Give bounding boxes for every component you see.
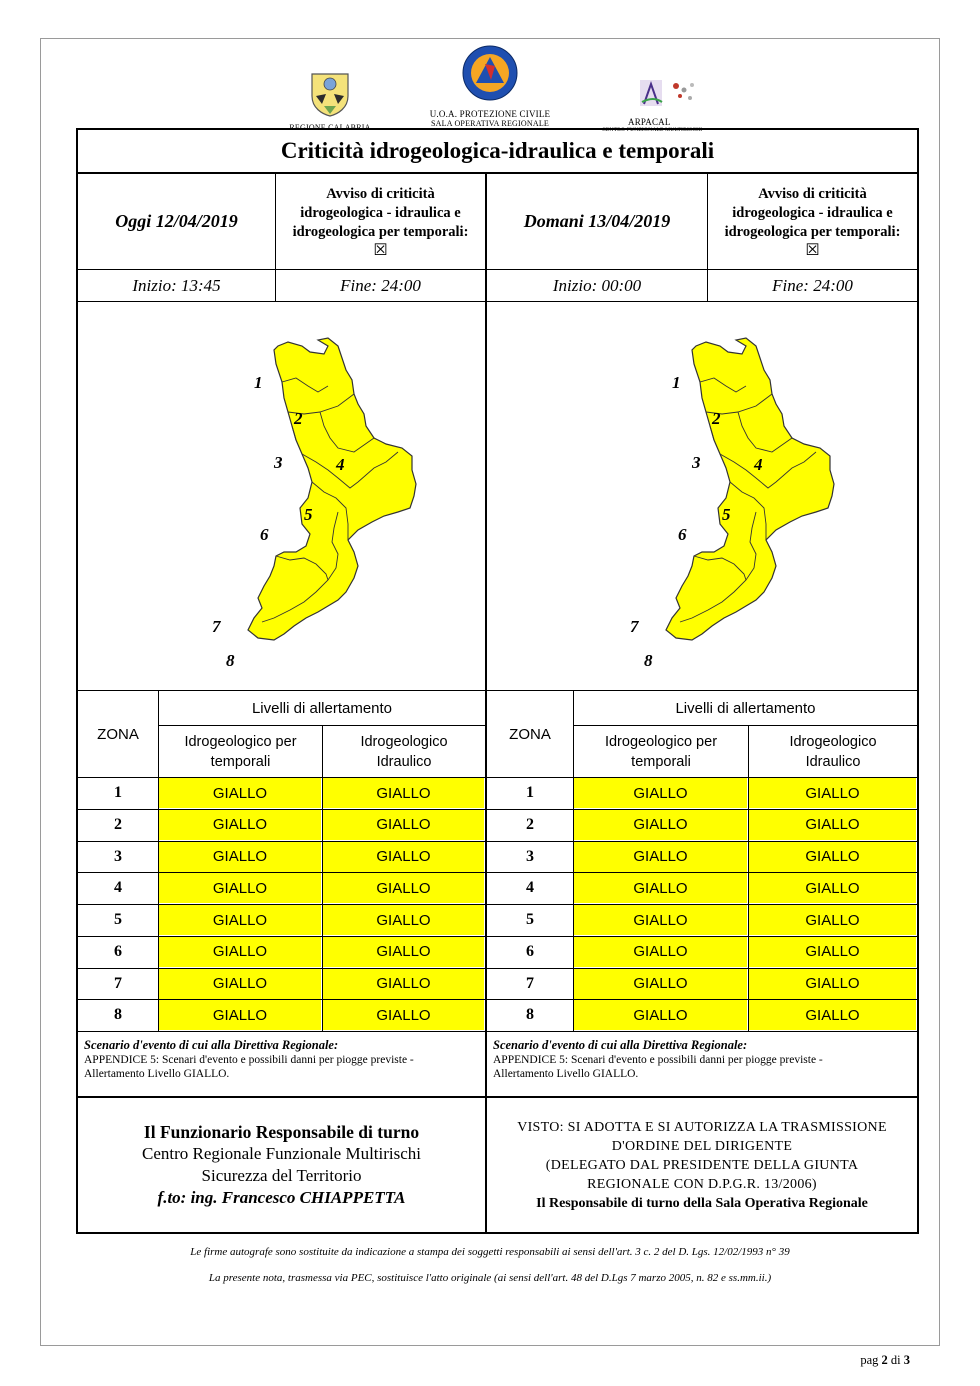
col-idraulico-header-line1: Idrogeologico <box>789 733 877 750</box>
page-number <box>860 1353 910 1368</box>
visto-line1: VISTO: SI ADOTTA E SI AUTORIZZA LA TRASMISSIONE <box>517 1119 887 1135</box>
map-zone-label: 1 <box>254 373 263 392</box>
scenario-line1: APPENDICE 5: Scenari d'evento e possibili danni per piogge previste - <box>84 1054 414 1066</box>
today-alert-table <box>78 691 485 1031</box>
today-inizio: Inizio: 13:45 <box>132 275 221 295</box>
level-idraulico: GIALLO <box>323 810 484 840</box>
col-idraulico-header-line1: Idrogeologico <box>360 733 448 750</box>
level-idraulico: GIALLO <box>323 905 484 935</box>
regione-calabria-label: REGIONE CALABRIA <box>289 123 371 132</box>
map-zone-label: 1 <box>672 373 681 392</box>
signature-name: f.to: ing. Francesco CHIAPPETTA <box>157 1188 406 1207</box>
signature-centro: Centro Regionale Funzionale Multirischi <box>141 1144 422 1163</box>
level-idraulico: GIALLO <box>749 778 916 808</box>
map-zone-label: 6 <box>260 525 269 544</box>
col-idraulico-header-line2: Idraulico <box>376 753 432 770</box>
zone-number: 3 <box>526 847 534 865</box>
avviso-line-3: idrogeologica per temporali: <box>724 223 901 240</box>
level-temporali: GIALLO <box>574 810 747 840</box>
arpacal-sublabel: CENTRO FUNZIONALE MULTIRISCHI <box>602 127 703 133</box>
avviso-line-2: idrogeologica - idraulica e <box>300 204 461 221</box>
bulletin-title: Criticità idrogeologica-idraulica e temporali <box>78 130 917 174</box>
zona-header: ZONA <box>97 725 139 743</box>
zone-number: 4 <box>526 879 534 897</box>
col-idraulico-header <box>323 726 485 777</box>
signature-title: Il Funzionario Responsabile di turno <box>143 1122 420 1142</box>
map-zone-label: 5 <box>304 505 313 524</box>
level-idraulico: GIALLO <box>749 937 916 967</box>
level-temporali: GIALLO <box>159 778 321 808</box>
zone-number: 5 <box>526 911 534 928</box>
protezione-civile-emblem-icon <box>461 44 519 102</box>
today-date: Oggi 12/04/2019 <box>115 211 238 231</box>
level-idraulico: GIALLO <box>323 1000 484 1030</box>
today-fine: Fine: 24:00 <box>340 275 421 295</box>
tomorrow-avviso <box>708 174 917 269</box>
avviso-line-2: idrogeologica - idraulica e <box>732 204 893 221</box>
scenario-line1: APPENDICE 5: Scenari d'evento e possibili danni per piogge previste - <box>493 1054 823 1066</box>
zone-number: 4 <box>114 879 122 897</box>
tomorrow-fine: Fine: 24:00 <box>772 275 853 295</box>
tomorrow-map <box>487 302 917 690</box>
map-zone-label: 3 <box>692 453 701 472</box>
level-idraulico: GIALLO <box>323 937 484 967</box>
level-temporali: GIALLO <box>159 905 321 935</box>
avviso-checkbox-icon: ☒ <box>373 241 388 259</box>
level-idraulico: GIALLO <box>749 842 916 872</box>
tomorrow-scenario <box>487 1032 917 1096</box>
calabria-map-today <box>78 302 485 690</box>
level-temporali: GIALLO <box>159 1000 321 1030</box>
zone-number: 7 <box>114 974 122 992</box>
signature-visto <box>487 1098 917 1232</box>
zone-number: 1 <box>526 784 534 801</box>
page-current: 2 <box>881 1353 888 1367</box>
page-of: di <box>890 1353 901 1367</box>
map-zone-label: 6 <box>678 525 687 544</box>
footnote-pec: La presente nota, trasmessa via PEC, sostituisce l'atto originale (ai sensi dell'art. 48 del D.Lgs 7 marzo 2005, n. 82 e ss.mm.ii.) <box>208 1272 772 1284</box>
avviso-line-3: idrogeologica per temporali: <box>292 223 469 240</box>
today-scenario <box>78 1032 485 1096</box>
signature-sicurezza: Sicurezza del Territorio <box>201 1166 362 1185</box>
level-temporali: GIALLO <box>574 969 747 999</box>
regione-calabria-logo <box>280 70 380 132</box>
zone-number: 1 <box>114 784 122 801</box>
level-idraulico: GIALLO <box>323 842 484 872</box>
zone-number: 3 <box>114 847 122 865</box>
calabria-zones-group <box>248 338 416 640</box>
level-idraulico: GIALLO <box>323 873 484 903</box>
scenario-heading: Scenario d'evento di cui alla Direttiva Regionale: <box>84 1038 339 1052</box>
col-temporali-header <box>574 726 748 777</box>
calabria-outline <box>666 338 834 640</box>
col-idraulico-header-line2: Idraulico <box>805 753 861 770</box>
calabria-zones-group <box>666 338 834 640</box>
avviso-checkbox-icon: ☒ <box>805 241 820 259</box>
scenario-line2: Allertamento Livello GIALLO. <box>84 1068 230 1080</box>
visto-line3: (DELEGATO DAL PRESIDENTE DELLA GIUNTA <box>545 1157 859 1173</box>
levels-header: Livelli di allertamento <box>251 699 393 717</box>
level-idraulico: GIALLO <box>323 778 484 808</box>
arpacal-emblem-icon <box>606 76 706 112</box>
zone-number: 2 <box>114 815 122 833</box>
level-temporali: GIALLO <box>574 937 747 967</box>
avviso-line-1: Avviso di criticità <box>758 185 867 202</box>
col-temporali-header <box>159 726 322 777</box>
zone-number: 5 <box>114 911 122 928</box>
level-temporali: GIALLO <box>159 937 321 967</box>
calabria-emblem-icon <box>308 70 352 118</box>
map-zone-label: 2 <box>712 409 721 428</box>
col-temporali-header-line2: temporali <box>631 753 691 770</box>
footnote-firme: Le firme autografe sono sostituite da indicazione a stampa dei soggetti responsabili ai sensi dell'art. 3 c. 2 del D. Lgs. 12/02/1993 n° 39 <box>190 1246 790 1258</box>
level-idraulico: GIALLO <box>749 810 916 840</box>
level-temporali: GIALLO <box>159 842 321 872</box>
arpacal-logo <box>596 76 716 133</box>
zone-number: 6 <box>526 942 534 960</box>
map-zone-label: 2 <box>294 409 303 428</box>
scenario-heading: Scenario d'evento di cui alla Direttiva Regionale: <box>493 1038 748 1052</box>
level-temporali: GIALLO <box>159 873 321 903</box>
calabria-outline <box>248 338 416 640</box>
uoa-protezione-civile-label: U.O.A. PROTEZIONE CIVILE <box>429 109 551 119</box>
avviso-line-1: Avviso di criticità <box>326 185 435 202</box>
page-label: pag <box>860 1353 879 1367</box>
col-temporali-header-line1: Idrogeologico per <box>184 733 297 750</box>
today-map <box>78 302 485 690</box>
zone-number: 2 <box>526 815 534 833</box>
zona-header: ZONA <box>509 725 551 743</box>
tomorrow-alert-table <box>487 691 917 1031</box>
map-zone-label: 7 <box>212 617 221 636</box>
level-temporali: GIALLO <box>574 905 747 935</box>
level-temporali: GIALLO <box>574 842 747 872</box>
map-zone-label: 8 <box>644 651 653 670</box>
protezione-civile-logo <box>405 44 575 128</box>
map-zone-label: 3 <box>274 453 283 472</box>
map-zone-label: 4 <box>336 455 345 474</box>
col-idraulico-header <box>749 726 917 777</box>
level-temporali: GIALLO <box>574 1000 747 1030</box>
zone-number: 7 <box>526 974 534 992</box>
sala-operativa-label: SALA OPERATIVA REGIONALE <box>431 119 549 128</box>
scenario-line2: Allertamento Livello GIALLO. <box>493 1068 639 1080</box>
map-zone-label: 7 <box>630 617 639 636</box>
map-zone-label: 8 <box>226 651 235 670</box>
level-temporali: GIALLO <box>159 969 321 999</box>
map-zone-label: 4 <box>754 455 763 474</box>
level-temporali: GIALLO <box>574 778 747 808</box>
zone-number: 8 <box>526 1006 534 1024</box>
zone-number: 8 <box>114 1006 122 1024</box>
levels-header: Livelli di allertamento <box>675 699 816 717</box>
page-total: 3 <box>903 1353 910 1367</box>
level-temporali: GIALLO <box>159 810 321 840</box>
visto-line4: REGIONALE CON D.P.G.R. 13/2006) <box>587 1176 817 1192</box>
tomorrow-date: Domani 13/04/2019 <box>523 211 671 231</box>
level-idraulico: GIALLO <box>749 969 916 999</box>
map-zone-label: 5 <box>722 505 731 524</box>
tomorrow-inizio: Inizio: 00:00 <box>552 275 642 295</box>
level-temporali: GIALLO <box>574 873 747 903</box>
today-avviso <box>276 174 485 269</box>
visto-line2: D'ORDINE DEL DIRIGENTE <box>611 1138 793 1154</box>
zone-number: 6 <box>114 942 122 960</box>
signature-funzionario <box>78 1098 485 1232</box>
level-idraulico: GIALLO <box>749 1000 916 1030</box>
level-idraulico: GIALLO <box>749 905 916 935</box>
arpacal-label: ARPACAL <box>628 117 671 127</box>
level-idraulico: GIALLO <box>749 873 916 903</box>
visto-responsabile: Il Responsabile di turno della Sala Operativa Regionale <box>536 1195 868 1211</box>
bulletin-box <box>76 128 919 1234</box>
calabria-map-tomorrow <box>487 302 917 690</box>
col-temporali-header-line2: temporali <box>210 753 271 770</box>
level-idraulico: GIALLO <box>323 969 484 999</box>
col-temporali-header-line1: Idrogeologico per <box>604 733 718 750</box>
